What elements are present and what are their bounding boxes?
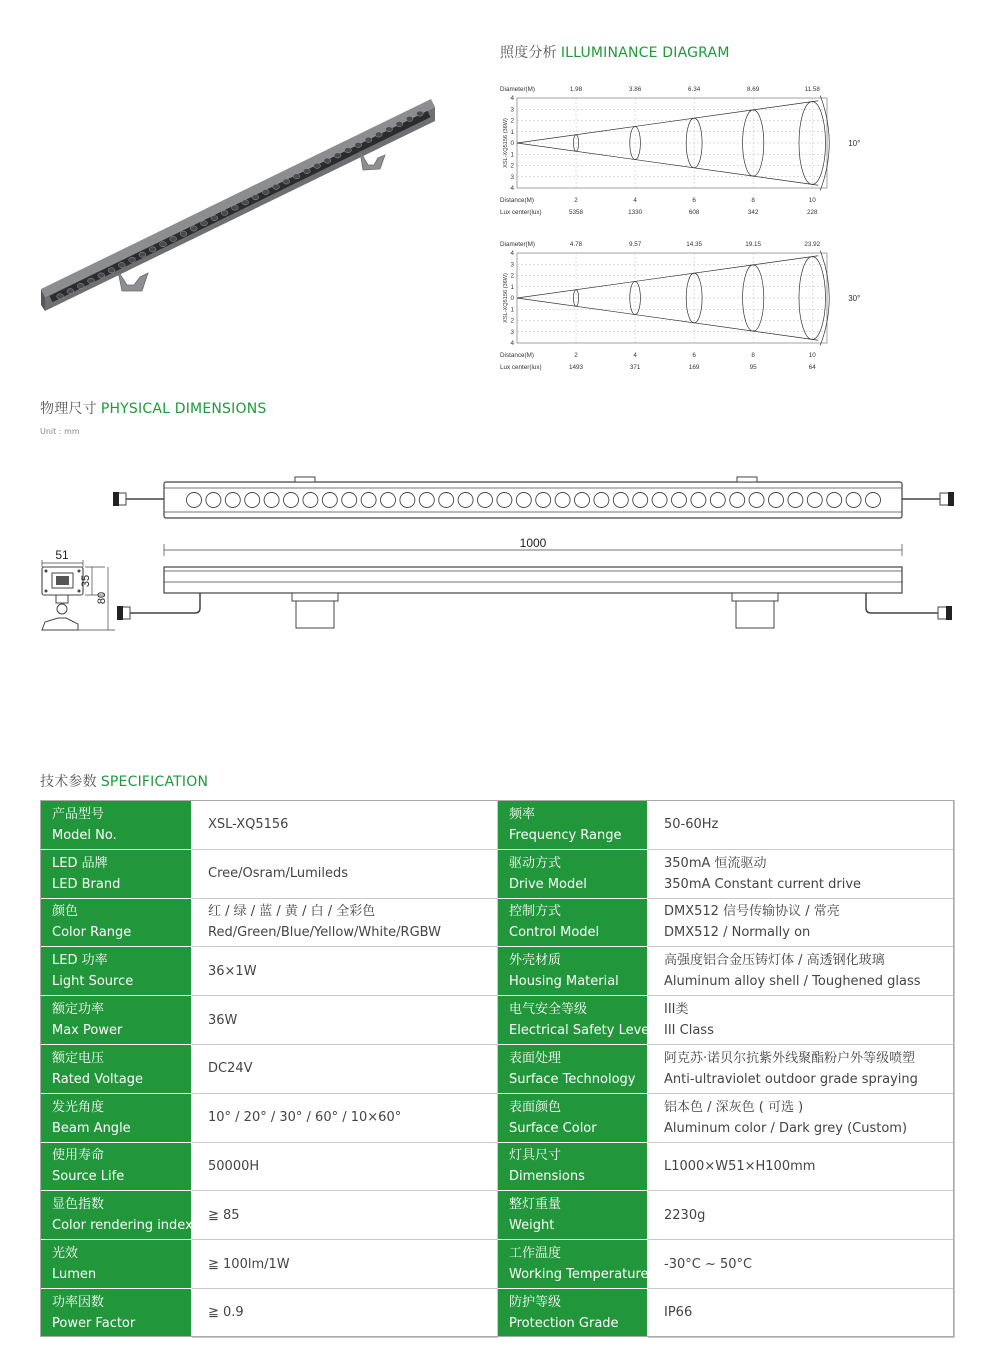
spec-text: 控制方式 (509, 904, 562, 920)
spec-row (41, 1044, 955, 1093)
led-lens (284, 493, 299, 508)
illuminance-title-en: ILLUMINANCE DIAGRAM (560, 45, 730, 61)
product-led (98, 273, 105, 278)
spec-text: DMX512 / Normally on (664, 925, 811, 941)
product-led (324, 158, 331, 163)
unit-label: Unit : mm (40, 427, 80, 436)
distance-value: 2 (574, 197, 578, 204)
product-led (386, 127, 393, 132)
specification-section-title (40, 771, 208, 791)
spec-text: 表面颜色 (509, 1099, 562, 1115)
lux-value: 1493 (569, 364, 584, 371)
led-lens (187, 493, 202, 508)
y-tick: 2 (510, 117, 514, 125)
diameter-value: 8.69 (747, 86, 760, 93)
lux-value: 608 (688, 209, 700, 216)
led-lens (245, 493, 260, 508)
spec-label-right (498, 898, 648, 947)
spec-text: Aluminum color / Dark grey (Custom) (664, 1120, 908, 1136)
lux-label: Lux center(lux) (500, 364, 542, 371)
product-led (273, 184, 280, 189)
product-led-strip (51, 114, 429, 299)
model-axis-label: XSL-XQ5156 (36W) (503, 118, 509, 168)
spec-text: 外壳材质 (509, 953, 562, 969)
illuminance-diagram-30 (495, 237, 885, 377)
y-tick: 4 (510, 95, 514, 103)
illuminance-title-cn: 照度分析 (500, 45, 557, 61)
spec-row (41, 1093, 955, 1142)
diameter-value: 6.34 (688, 86, 701, 93)
spec-row (41, 801, 955, 850)
spec-text: 36W (208, 1012, 238, 1028)
spec-text: XSL-XQ5156 (208, 817, 289, 833)
spec-value-left (192, 1288, 498, 1337)
y-tick: 0 (510, 140, 514, 148)
spec-text: 发光角度 (52, 1099, 105, 1115)
diameter-value: 9.57 (628, 241, 642, 248)
spec-value-right (648, 1093, 955, 1142)
product-led (221, 210, 228, 215)
spec-label-right (498, 849, 648, 898)
spec-label-left (41, 947, 192, 996)
diameter-value: 11.58 (804, 86, 820, 93)
led-lens (381, 493, 396, 508)
spec-text: Dimensions (509, 1169, 585, 1185)
spec-label-right (498, 1240, 648, 1289)
lux-value: 95 (749, 364, 757, 371)
spec-label-right (498, 1044, 648, 1093)
product-led (57, 294, 64, 299)
spec-label-right (498, 1142, 648, 1191)
y-tick: 2 (510, 162, 514, 170)
product-led (67, 289, 74, 294)
led-lens (575, 493, 590, 508)
spec-text: DC24V (208, 1061, 253, 1077)
led-lens (322, 493, 337, 508)
spec-label-right (498, 996, 653, 1045)
product-led (262, 189, 269, 194)
product-led (314, 163, 321, 168)
height-body-label: 35 (80, 574, 92, 588)
led-lens (594, 493, 609, 508)
spec-label-right (498, 1288, 648, 1337)
diameter-value: 19.15 (745, 241, 762, 248)
spec-text: Model No. (52, 827, 117, 843)
spec-text: 显色指数 (52, 1197, 105, 1213)
led-lens (730, 493, 745, 508)
product-led (406, 116, 413, 121)
spec-text: L1000×W51×H100mm (664, 1158, 816, 1174)
spec-label-left (41, 1288, 192, 1337)
spec-row (41, 1240, 955, 1289)
y-tick: 0 (510, 295, 514, 303)
lux-value: 371 (629, 364, 641, 371)
led-lens (497, 493, 512, 508)
spec-text: DMX512 信号传输协议 / 常亮 (664, 904, 840, 920)
distance-value: 6 (692, 352, 696, 359)
spec-text: 频率 (509, 806, 536, 822)
spec-text: 产品型号 (52, 806, 105, 822)
product-led (170, 236, 177, 241)
spec-value-right (648, 947, 955, 996)
distance-value: 8 (751, 197, 755, 204)
led-lens (536, 493, 551, 508)
spec-label-left (41, 1093, 192, 1142)
spec-value-left (192, 801, 498, 850)
lux-value: 228 (806, 209, 818, 216)
spec-text: 50000H (208, 1158, 260, 1174)
physical-section-title (40, 398, 266, 418)
spec-text: ≧ 85 (208, 1207, 240, 1223)
spec-text: 额定功率 (52, 1002, 105, 1018)
distance-value: 4 (633, 197, 637, 204)
spec-text: Color rendering index (52, 1218, 193, 1234)
y-tick: 3 (510, 328, 514, 336)
spec-text: 铝本色 / 深灰色 ( 可选 ) (664, 1099, 804, 1115)
lux-value: 5358 (569, 209, 584, 216)
led-lens (342, 493, 357, 508)
spec-text: III类 (664, 1002, 689, 1018)
product-led (160, 242, 167, 247)
side-view (117, 567, 952, 628)
led-lens (827, 493, 842, 508)
angle-label: 30° (848, 294, 861, 303)
spec-text: 50-60Hz (664, 817, 719, 833)
distance-label: Distance(M) (500, 197, 534, 204)
spec-text: 功率因数 (52, 1294, 105, 1310)
dimension-drawing (30, 470, 970, 640)
spec-text: 高强度铝合金压铸灯体 / 高透钢化玻璃 (664, 953, 885, 969)
spec-text: -30°C ~ 50°C (664, 1256, 753, 1272)
spec-text: 阿克苏·诺贝尔抗紫外线聚酯粉户外等级喷塑 (664, 1050, 916, 1066)
product-led (242, 200, 249, 205)
spec-text: IP66 (664, 1305, 693, 1321)
illuminance-section-title (500, 42, 730, 62)
spec-value-right (648, 1142, 955, 1191)
spec-text: 工作温度 (509, 1246, 562, 1262)
end-view (42, 548, 115, 630)
spec-value-right (648, 1240, 955, 1289)
spec-text: Rated Voltage (52, 1071, 143, 1087)
angle-label: 10° (848, 139, 861, 148)
product-led (190, 226, 197, 231)
spec-label-right (498, 1191, 648, 1240)
y-tick: 1 (510, 306, 514, 314)
led-lens (361, 493, 376, 508)
diameter-label: Diameter(M) (500, 86, 535, 93)
spec-label-right (498, 1093, 648, 1142)
length-label: 1000 (519, 536, 547, 550)
spec-text: Source Life (52, 1169, 125, 1185)
led-lens (769, 493, 784, 508)
spec-text: Surface Technology (509, 1071, 636, 1087)
led-lens (652, 493, 667, 508)
diameter-value: 3.86 (628, 86, 642, 93)
product-led (416, 111, 423, 116)
y-tick: 3 (510, 106, 514, 114)
product-led (77, 283, 84, 288)
spec-text: Lumen (52, 1267, 97, 1283)
spec-value-left (192, 947, 498, 996)
product-led (129, 257, 136, 262)
product-led (118, 262, 125, 267)
spec-value-left (192, 996, 498, 1045)
spec-text: Light Source (52, 974, 134, 990)
spec-label-left (41, 1044, 192, 1093)
distance-value: 10 (808, 197, 816, 204)
spec-text: 光效 (52, 1246, 79, 1262)
y-tick: 3 (510, 261, 514, 269)
spec-row (41, 1191, 955, 1240)
lux-label: Lux center(lux) (500, 209, 542, 216)
spec-label-left (41, 898, 192, 947)
product-led (345, 148, 352, 153)
height-total-label: 80 (96, 591, 108, 605)
led-lens (807, 493, 822, 508)
product-led (375, 132, 382, 137)
spec-value-left (192, 898, 498, 947)
product-led (201, 221, 208, 226)
product-led (293, 174, 300, 179)
spec-value-right (648, 898, 955, 947)
spec-text: Power Factor (52, 1315, 136, 1331)
spec-text: Anti-ultraviolet outdoor grade spraying (664, 1071, 918, 1087)
diameter-value: 4.78 (569, 241, 583, 248)
spec-value-right (648, 849, 955, 898)
spec-text: 灯具尺寸 (509, 1148, 562, 1164)
spec-text: Drive Model (509, 876, 587, 892)
led-lens (710, 493, 725, 508)
diameter-value: 1.98 (569, 86, 583, 93)
product-led (303, 168, 310, 173)
diameter-value: 14.35 (686, 241, 703, 248)
distance-value: 2 (574, 352, 578, 359)
spec-title-en: SPECIFICATION (100, 774, 209, 790)
led-lens (691, 493, 706, 508)
spec-text: LED Brand (52, 876, 121, 892)
y-tick: 2 (510, 317, 514, 325)
spec-text: 350mA 恒流驱动 (664, 855, 767, 871)
spec-value-right (648, 996, 955, 1045)
led-lens (419, 493, 434, 508)
physical-title-en: PHYSICAL DIMENSIONS (100, 401, 267, 417)
product-led (149, 247, 156, 252)
top-view (113, 477, 954, 518)
spec-text: 额定电压 (52, 1050, 105, 1066)
lux-value: 1330 (628, 209, 643, 216)
led-lens (303, 493, 318, 508)
distance-value: 8 (751, 352, 755, 359)
spec-text: LED 功率 (52, 953, 108, 969)
product-led (355, 142, 362, 147)
spec-row (41, 1142, 955, 1191)
spec-row (41, 849, 955, 898)
spec-text: Control Model (509, 925, 600, 941)
physical-title-cn: 物理尺寸 (40, 401, 97, 417)
distance-label: Distance(M) (500, 352, 534, 359)
spec-text: Protection Grade (509, 1315, 619, 1331)
product-led (283, 179, 290, 184)
spec-text: 表面处理 (509, 1050, 562, 1066)
spec-label-left (41, 1142, 192, 1191)
spec-text: Beam Angle (52, 1120, 131, 1136)
spec-label-left (41, 1191, 192, 1240)
led-lens (866, 493, 881, 508)
y-tick: 1 (510, 128, 514, 136)
distance-value: 6 (692, 197, 696, 204)
spec-text: Housing Material (509, 974, 619, 990)
spec-text: 10° / 20° / 30° / 60° / 10×60° (208, 1110, 402, 1126)
product-led (231, 205, 238, 210)
y-tick: 2 (510, 272, 514, 280)
spec-row (41, 947, 955, 996)
spec-value-left (192, 849, 498, 898)
spec-row (41, 898, 955, 947)
led-lens (439, 493, 454, 508)
spec-text: 整灯重量 (509, 1197, 562, 1213)
spec-value-right (648, 801, 955, 850)
spec-text: 2230g (664, 1207, 706, 1223)
diagram-frame (517, 98, 827, 188)
model-axis-label: XSL-XQ5156 (36W) (503, 273, 509, 323)
led-lens (555, 493, 570, 508)
distance-value: 4 (633, 352, 637, 359)
y-tick: 4 (510, 185, 514, 193)
spec-title-cn: 技术参数 (40, 774, 97, 790)
y-tick: 4 (510, 340, 514, 348)
diameter-value: 23.92 (804, 241, 821, 248)
led-lens (400, 493, 415, 508)
spec-row (41, 1288, 955, 1337)
spec-value-right (648, 1191, 955, 1240)
diagram-frame (517, 253, 827, 343)
spec-value-left (192, 1044, 498, 1093)
led-lens (478, 493, 493, 508)
spec-text: Color Range (52, 925, 132, 941)
led-lens (672, 493, 687, 508)
spec-value-left (192, 1093, 498, 1142)
led-lens (264, 493, 279, 508)
lux-value: 342 (747, 209, 759, 216)
y-tick: 3 (510, 173, 514, 181)
spec-text: Weight (509, 1218, 555, 1234)
product-led (88, 278, 95, 283)
y-tick: 1 (510, 283, 514, 291)
spec-text: Electrical Safety Level (509, 1023, 653, 1039)
spec-text: 电气安全等级 (509, 1002, 588, 1018)
y-tick: 1 (510, 151, 514, 159)
spec-text: Red/Green/Blue/Yellow/White/RGBW (208, 925, 441, 941)
spec-value-right (648, 1288, 955, 1337)
led-lens (225, 493, 240, 508)
product-led (180, 231, 187, 236)
distance-value: 10 (808, 352, 816, 359)
spec-value-right (648, 1044, 955, 1093)
spec-text: Surface Color (509, 1120, 597, 1136)
led-lens (458, 493, 473, 508)
product-led (211, 215, 218, 220)
spec-text: 防护等级 (509, 1294, 562, 1310)
spec-text: 红 / 绿 / 蓝 / 黄 / 白 / 全彩色 (208, 904, 376, 920)
spec-label-left (41, 1240, 192, 1289)
illuminance-diagram-10 (495, 82, 885, 222)
led-lens (613, 493, 628, 508)
lux-value: 64 (808, 364, 816, 371)
spec-text: ≧ 100lm/1W (208, 1256, 290, 1272)
spec-text: 350mA Constant current drive (664, 876, 862, 892)
led-lens (516, 493, 531, 508)
product-led (334, 153, 341, 158)
spec-text: Cree/Osram/Lumileds (208, 866, 349, 882)
spec-text: Max Power (52, 1023, 123, 1039)
product-image (30, 95, 450, 320)
width-label: 51 (55, 548, 69, 562)
spec-text: LED 品牌 (52, 855, 108, 871)
spec-text: Frequency Range (509, 827, 622, 843)
spec-label-right (498, 947, 648, 996)
spec-label-left (41, 996, 192, 1045)
product-led (365, 137, 372, 142)
led-lens (749, 493, 764, 508)
led-lens (206, 493, 221, 508)
y-tick: 4 (510, 250, 514, 258)
spec-table (40, 800, 955, 1338)
spec-label-left (41, 801, 192, 850)
product-bracket (118, 271, 148, 291)
spec-label-right (498, 801, 648, 850)
led-lens (788, 493, 803, 508)
spec-text: 使用寿命 (52, 1148, 105, 1164)
spec-value-left (192, 1191, 498, 1240)
product-led (396, 121, 403, 126)
spec-text: ≧ 0.9 (208, 1305, 244, 1321)
spec-text: 36×1W (208, 963, 257, 979)
product-led (108, 268, 115, 273)
spec-value-left (192, 1240, 498, 1289)
led-lens (633, 493, 648, 508)
spec-text: Working Temperature (509, 1267, 649, 1283)
spec-label-left (41, 849, 192, 898)
spec-text: III Class (664, 1023, 714, 1039)
diameter-label: Diameter(M) (500, 241, 535, 248)
length-dimension (164, 536, 902, 556)
product-body-top (41, 99, 435, 297)
lux-value: 169 (688, 364, 700, 371)
led-lens (846, 493, 861, 508)
product-led (139, 252, 146, 257)
spec-value-left (192, 1142, 498, 1191)
spec-row (41, 996, 955, 1045)
product-led (252, 195, 259, 200)
spec-text: 驱动方式 (509, 855, 562, 871)
spec-text: 颜色 (52, 904, 79, 920)
spec-text: Aluminum alloy shell / Toughened glass (664, 974, 921, 990)
